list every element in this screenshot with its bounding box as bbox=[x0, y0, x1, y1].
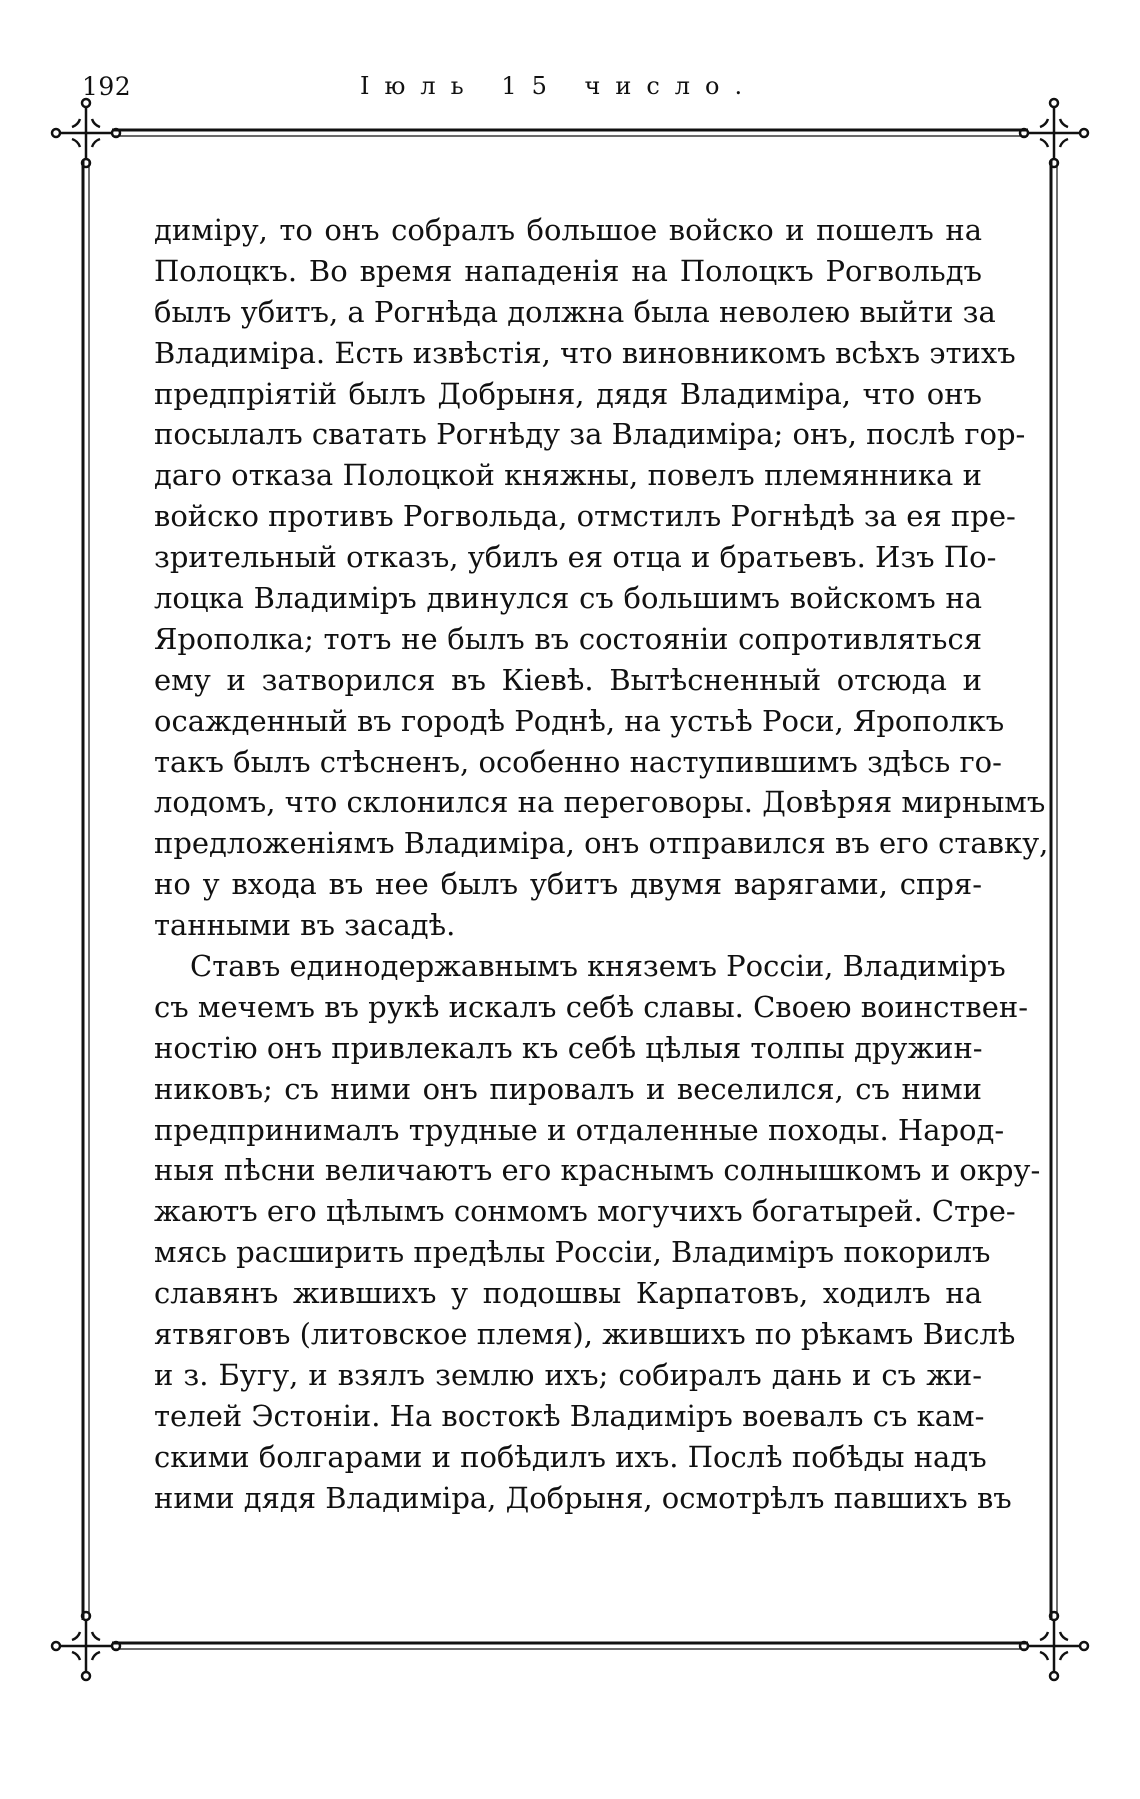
text-line: скими болгарами и побѣдилъ ихъ. Послѣ побѣды надъ bbox=[154, 1439, 987, 1474]
text-line: съ мечемъ въ рукѣ искалъ себѣ славы. Своею воинствен- bbox=[154, 989, 1029, 1024]
text-line: никовъ; съ ними онъ пировалъ и веселился, съ ними bbox=[154, 1071, 982, 1106]
text-line: зрительный отказъ, убилъ ея отца и братьевъ. Изъ По- bbox=[154, 540, 997, 575]
text-line: ныя пѣсни величаютъ его краснымъ солнышкомъ и окру- bbox=[154, 1153, 1041, 1188]
text-line: Ярополка; тотъ не былъ въ состояніи сопротивляться bbox=[154, 621, 982, 656]
corner-ornament-top-right-icon bbox=[1020, 99, 1088, 167]
text-line: посылалъ сватать Рогнѣду за Владиміра; онъ, послѣ гор- bbox=[154, 417, 1026, 452]
text-line: ятвяговъ (литовское племя), жившихъ по рѣкамъ Вислѣ bbox=[154, 1317, 1016, 1352]
corner-ornament-bottom-right-icon bbox=[1020, 1612, 1088, 1680]
text-line: лоцка Владиміръ двинулся съ большимъ войскомъ на bbox=[154, 581, 982, 616]
running-head: Іюль 15 число. bbox=[360, 72, 758, 100]
text-line: мясь расширить предѣлы Россіи, Владиміръ покорилъ bbox=[154, 1235, 991, 1270]
text-line: Полоцкъ. Во время нападенія на Полоцкъ Рогвольдъ bbox=[154, 253, 982, 288]
text-line: ними дядя Владиміра, Добрыня, осмотрѣлъ павшихъ въ bbox=[154, 1480, 1012, 1515]
text-line: танными въ засадѣ. bbox=[154, 908, 456, 943]
text-line: и з. Бугу, и взялъ землю ихъ; собиралъ дань и съ жи- bbox=[154, 1357, 982, 1392]
corner-ornament-top-left-icon bbox=[52, 99, 120, 167]
text-line: ностію онъ привлекалъ къ себѣ цѣлыя толпы дружин- bbox=[154, 1030, 983, 1065]
text-line: славянъ жившихъ у подошвы Карпатовъ, ходилъ на bbox=[154, 1276, 982, 1311]
text-line: Владиміра. Есть извѣстія, что виновникомъ всѣхъ этихъ bbox=[154, 335, 1016, 370]
text-line: даго отказа Полоцкой княжны, повелъ племянника и bbox=[154, 458, 982, 493]
text-line: войско противъ Рогвольда, отмстилъ Рогнѣдѣ за ея пре- bbox=[154, 499, 1016, 534]
text-line: телей Эстоніи. На востокѣ Владиміръ воевалъ съ кам- bbox=[154, 1398, 985, 1433]
body-text bbox=[154, 210, 1049, 1519]
corner-ornament-bottom-left-icon bbox=[52, 1612, 120, 1680]
text-line: лодомъ, что склонился на переговоры. Довѣряя мирнымъ bbox=[154, 785, 1046, 820]
text-line: жаютъ его цѣлымъ сонмомъ могучихъ богатырей. Стре- bbox=[154, 1194, 1016, 1229]
text-line: предпріятій былъ Добрыня, дядя Владиміра, что онъ bbox=[154, 376, 982, 411]
text-line: осажденный въ городѣ Роднѣ, на устьѣ Роси, Ярополкъ bbox=[154, 703, 1005, 738]
text-line: Ставъ единодержавнымъ княземъ Россіи, Владиміръ bbox=[190, 949, 1006, 984]
text-line: былъ убитъ, а Рогнѣда должна была неволею выйти за bbox=[154, 294, 996, 329]
text-line: диміру, то онъ собралъ большое войско и пошелъ на bbox=[154, 213, 982, 247]
text-line: но у входа въ нее былъ убитъ двумя варягами, спря- bbox=[154, 867, 982, 902]
text-line: такъ былъ стѣсненъ, особенно наступившимъ здѣсь го- bbox=[154, 744, 1002, 779]
text-line: предложеніямъ Владиміра, онъ отправился въ его ставку, bbox=[154, 826, 1049, 861]
text-line: ему и затворился въ Кіевѣ. Вытѣсненный отсюда и bbox=[154, 662, 982, 697]
text-line: предпринималъ трудные и отдаленные походы. Народ- bbox=[154, 1112, 1005, 1147]
page-number: 192 bbox=[82, 72, 132, 101]
